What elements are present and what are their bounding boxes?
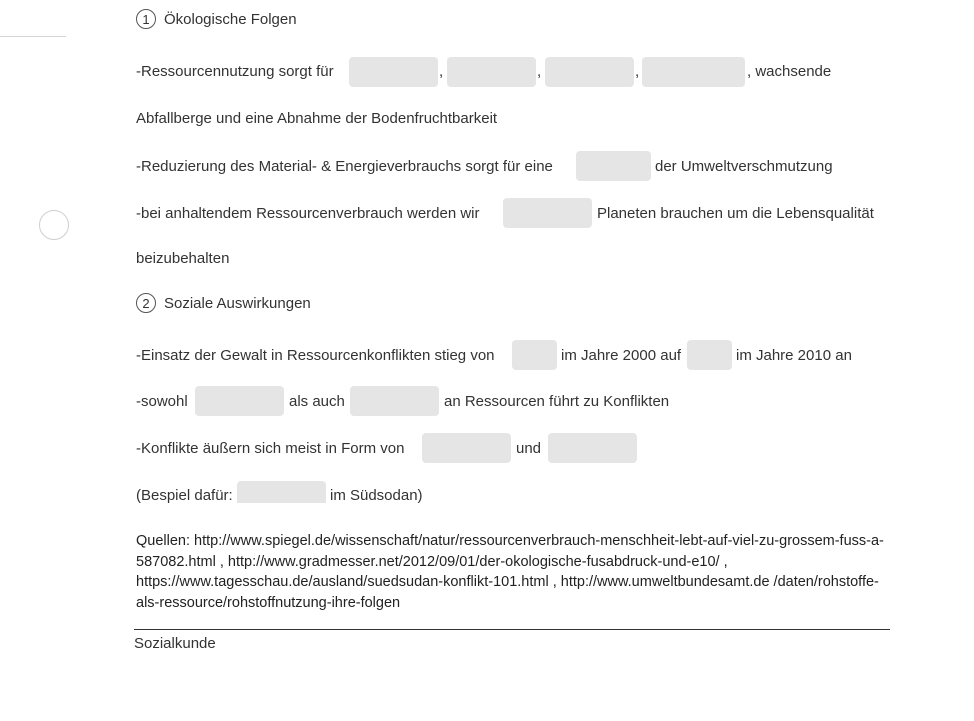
section-heading-oekologisch bbox=[136, 9, 297, 29]
sources-text: Quellen: http://www.spiegel.de/wissenschaft/natur/ressourcenverbrauch-menschheit-lebt-auf-viel-zu-grossem-fuss-a-587082.html , http://www.gradmesser.net/2012/09/01/der-okologische-fusabdruck-und-e10/ , https://www.tagesschau.de/ausland/suedsudan-konflikt-101.html , http://www.umweltbundesamt.de /daten/rohstoffe-als-ressource/rohstoffnutzung-ihre-folgen bbox=[136, 533, 884, 611]
line-mid: und bbox=[516, 440, 542, 457]
blank-10[interactable] bbox=[350, 386, 439, 416]
blank-6[interactable] bbox=[503, 198, 592, 228]
line-text: -Ressourcennutzung sorgt für bbox=[136, 63, 334, 80]
left-circle-icon bbox=[39, 210, 69, 240]
line-ressourcennutzung bbox=[136, 63, 334, 80]
line-end: der Umweltverschmutzung bbox=[655, 158, 833, 175]
comma-separator: , bbox=[537, 63, 542, 80]
line-mid: im Jahre 2000 auf bbox=[561, 347, 682, 364]
blank-2[interactable] bbox=[447, 57, 536, 87]
clipped-row-container bbox=[0, 478, 974, 503]
left-divider bbox=[0, 36, 66, 37]
blank-7[interactable] bbox=[512, 340, 557, 370]
section-title: Soziale Auswirkungen bbox=[164, 294, 311, 312]
line-mid: als auch bbox=[289, 393, 345, 410]
blank-11[interactable] bbox=[422, 433, 511, 463]
blank-13[interactable] bbox=[237, 481, 326, 503]
line-end: im Südsodan) bbox=[330, 487, 423, 503]
line-end: Planeten brauchen um die Lebensqualität bbox=[597, 205, 874, 222]
line-gewalt: -Einsatz der Gewalt in Ressourcenkonflikten stieg von bbox=[136, 347, 495, 364]
line-reduzierung: -Reduzierung des Material- & Energieverbrauchs sorgt für eine bbox=[136, 158, 553, 175]
section-title: Ökologische Folgen bbox=[164, 10, 297, 28]
blank-3[interactable] bbox=[545, 57, 634, 87]
line-sowohl: -sowohl bbox=[136, 393, 188, 410]
blank-8[interactable] bbox=[687, 340, 732, 370]
footer-divider bbox=[134, 629, 890, 630]
line-beispiel: (Bespiel dafür: bbox=[136, 487, 233, 503]
comma-separator: , bbox=[439, 63, 444, 80]
line-beizubehalten: beizubehalten bbox=[136, 250, 230, 267]
line-end: an Ressourcen führt zu Konflikten bbox=[444, 393, 670, 410]
section-heading-sozial bbox=[136, 293, 311, 313]
blank-12[interactable] bbox=[548, 433, 637, 463]
blank-9[interactable] bbox=[195, 386, 284, 416]
blank-5[interactable] bbox=[576, 151, 651, 181]
blank-4[interactable] bbox=[642, 57, 745, 87]
line-end: , wachsende bbox=[747, 63, 832, 80]
line-konflikte: -Konflikte äußern sich meist in Form von bbox=[136, 440, 405, 457]
number-circle-icon: 2 bbox=[136, 293, 156, 313]
number-circle-icon: 1 bbox=[136, 9, 156, 29]
line-abfallberge: Abfallberge und eine Abnahme der Bodenfruchtbarkeit bbox=[136, 110, 498, 127]
line-end: im Jahre 2010 an bbox=[736, 347, 852, 364]
footer-label: Sozialkunde bbox=[134, 635, 216, 652]
line-ressourcenverbrauch: -bei anhaltendem Ressourcenverbrauch werden wir bbox=[136, 205, 480, 222]
blank-1[interactable] bbox=[349, 57, 438, 87]
comma-separator: , bbox=[635, 63, 640, 80]
